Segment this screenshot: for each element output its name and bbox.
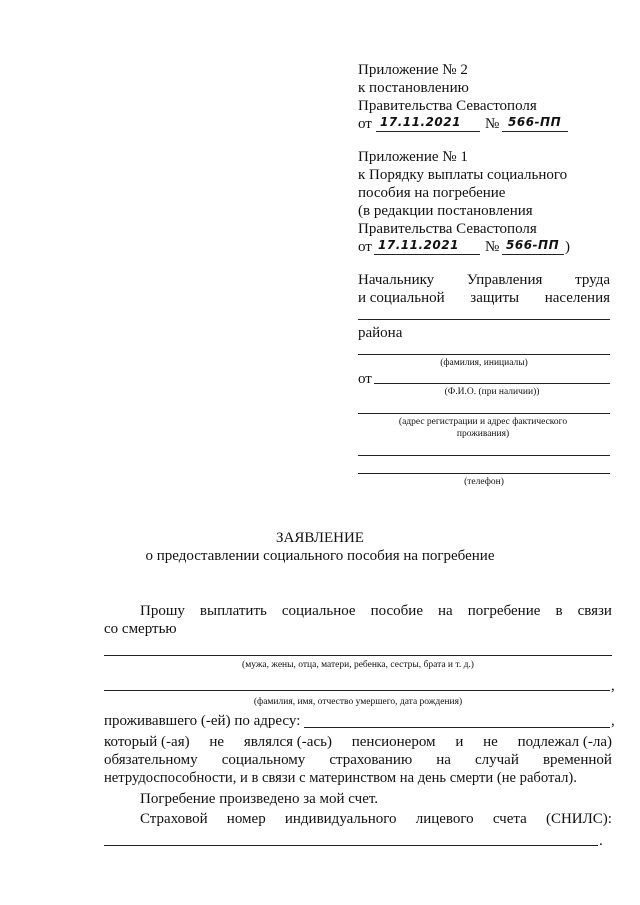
addressee-row2-word: и социальной	[358, 290, 445, 306]
appendix1-date-line	[374, 254, 480, 255]
hint-address: (адрес регистрации и адрес фактического проживания)	[398, 417, 568, 439]
address-label: проживавшего (-ей) по адресу:	[104, 713, 301, 729]
hint-phone: (телефон)	[464, 477, 504, 487]
address-line-1	[358, 413, 610, 414]
status-word: не	[483, 734, 498, 750]
status-row1	[104, 733, 612, 751]
appendix2-number-handwritten: 566-ПП	[508, 115, 562, 129]
snils-row	[140, 810, 612, 828]
snils-word: Страховой	[140, 811, 208, 827]
snils-word: номер	[226, 811, 266, 827]
snils-word: счета	[492, 811, 527, 827]
appendix2-title: Приложение № 2	[358, 62, 468, 78]
status-word: не	[209, 734, 225, 750]
phone-line	[358, 473, 610, 474]
snils-line	[104, 845, 598, 846]
appendix1-date-handwritten: 17.11.2021	[378, 238, 459, 252]
status-word: страхованию	[329, 752, 413, 768]
hint-name: (фамилия, инициалы)	[440, 358, 528, 368]
appendix2-number-line	[502, 131, 568, 132]
request-word: выплатить	[199, 603, 267, 619]
appendix1-number-handwritten: 566-ПП	[506, 238, 560, 252]
period: .	[599, 833, 603, 849]
status-word: социальному	[221, 752, 306, 768]
snils-word: индивидуального	[284, 811, 397, 827]
applicant-name-line	[374, 383, 610, 384]
appendix1-number-prefix: №	[485, 239, 500, 255]
request-word: на	[438, 603, 453, 619]
document-subtitle: о предоставлении социального пособия на погребение	[145, 548, 495, 564]
status-word: и	[455, 734, 464, 750]
document-title: ЗАЯВЛЕНИЕ	[276, 530, 364, 546]
snils-word: (СНИЛС):	[545, 811, 612, 827]
appendix2-line2: Правительства Севастополя	[358, 98, 537, 114]
request-word: социальное	[281, 603, 356, 619]
hint-fio: (Ф.И.О. (при наличии))	[444, 387, 540, 397]
request-word: в	[555, 603, 563, 619]
request-word: Прошу	[140, 603, 185, 619]
request-row	[140, 602, 612, 620]
appendix2-date-prefix: от	[358, 116, 372, 132]
status-word: временной	[542, 752, 612, 768]
appendix1-closing-paren: )	[565, 239, 570, 255]
appendix1-number-line	[502, 254, 564, 255]
comma-2: ,	[611, 713, 615, 729]
deceased-address-line	[304, 727, 610, 728]
appendix2-date-line	[376, 131, 480, 132]
burial-statement: Погребение произведено за мой счет.	[140, 791, 379, 807]
addressee-district: района	[358, 325, 403, 341]
appendix1-line2: пособия на погребение	[358, 185, 506, 201]
request-word: связи	[577, 603, 612, 619]
appendix1-line1: к Порядку выплаты социального	[358, 167, 568, 183]
snils-word: лицевого	[415, 811, 474, 827]
status-word: пенсионером	[351, 734, 436, 750]
addressee-row1	[358, 271, 610, 289]
status-word: на	[436, 752, 451, 768]
status-word: который (-ая)	[104, 734, 190, 750]
appendix1-line3: (в редакции постановления	[358, 203, 533, 219]
comma-1: ,	[611, 678, 615, 694]
addressee-row2	[358, 289, 610, 307]
appendix1-date-prefix: от	[358, 239, 372, 255]
status-row2	[104, 751, 612, 769]
from-prefix: от	[358, 371, 372, 387]
status-row3: нетрудоспособности, и в связи с материнством на день смерти (не работал).	[104, 770, 577, 786]
status-word: случай	[475, 752, 519, 768]
hint-relation: (мужа, жены, отца, матери, ребенка, сестры, брата и т. д.)	[242, 660, 474, 670]
status-word: подлежал (-ла)	[517, 734, 612, 750]
address-line-2	[358, 455, 610, 456]
addressee-name-line	[358, 354, 610, 355]
addressee-row2-word: населения	[544, 290, 610, 306]
appendix2-date-handwritten: 17.11.2021	[380, 115, 461, 129]
addressee-row1-word: труда	[575, 272, 610, 288]
addressee-row2-word: защиты	[470, 290, 520, 306]
appendix1-line4: Правительства Севастополя	[358, 221, 537, 237]
addressee-row1-word: Начальнику	[358, 272, 435, 288]
relation-line	[104, 655, 612, 656]
appendix2-number-prefix: №	[485, 116, 500, 132]
appendix1-title: Приложение № 1	[358, 149, 468, 165]
status-word: являлся (-ась)	[243, 734, 332, 750]
request-word: пособие	[370, 603, 423, 619]
addressee-department-line	[358, 319, 610, 320]
request-cont: со смертью	[104, 621, 177, 637]
status-word: обязательному	[104, 752, 198, 768]
hint-deceased: (фамилия, имя, отчество умершего, дата рождения)	[253, 697, 463, 707]
appendix2-line1: к постановлению	[358, 80, 469, 96]
addressee-row1-word: Управления	[466, 272, 543, 288]
deceased-line	[104, 690, 610, 691]
request-word: погребение	[467, 603, 541, 619]
